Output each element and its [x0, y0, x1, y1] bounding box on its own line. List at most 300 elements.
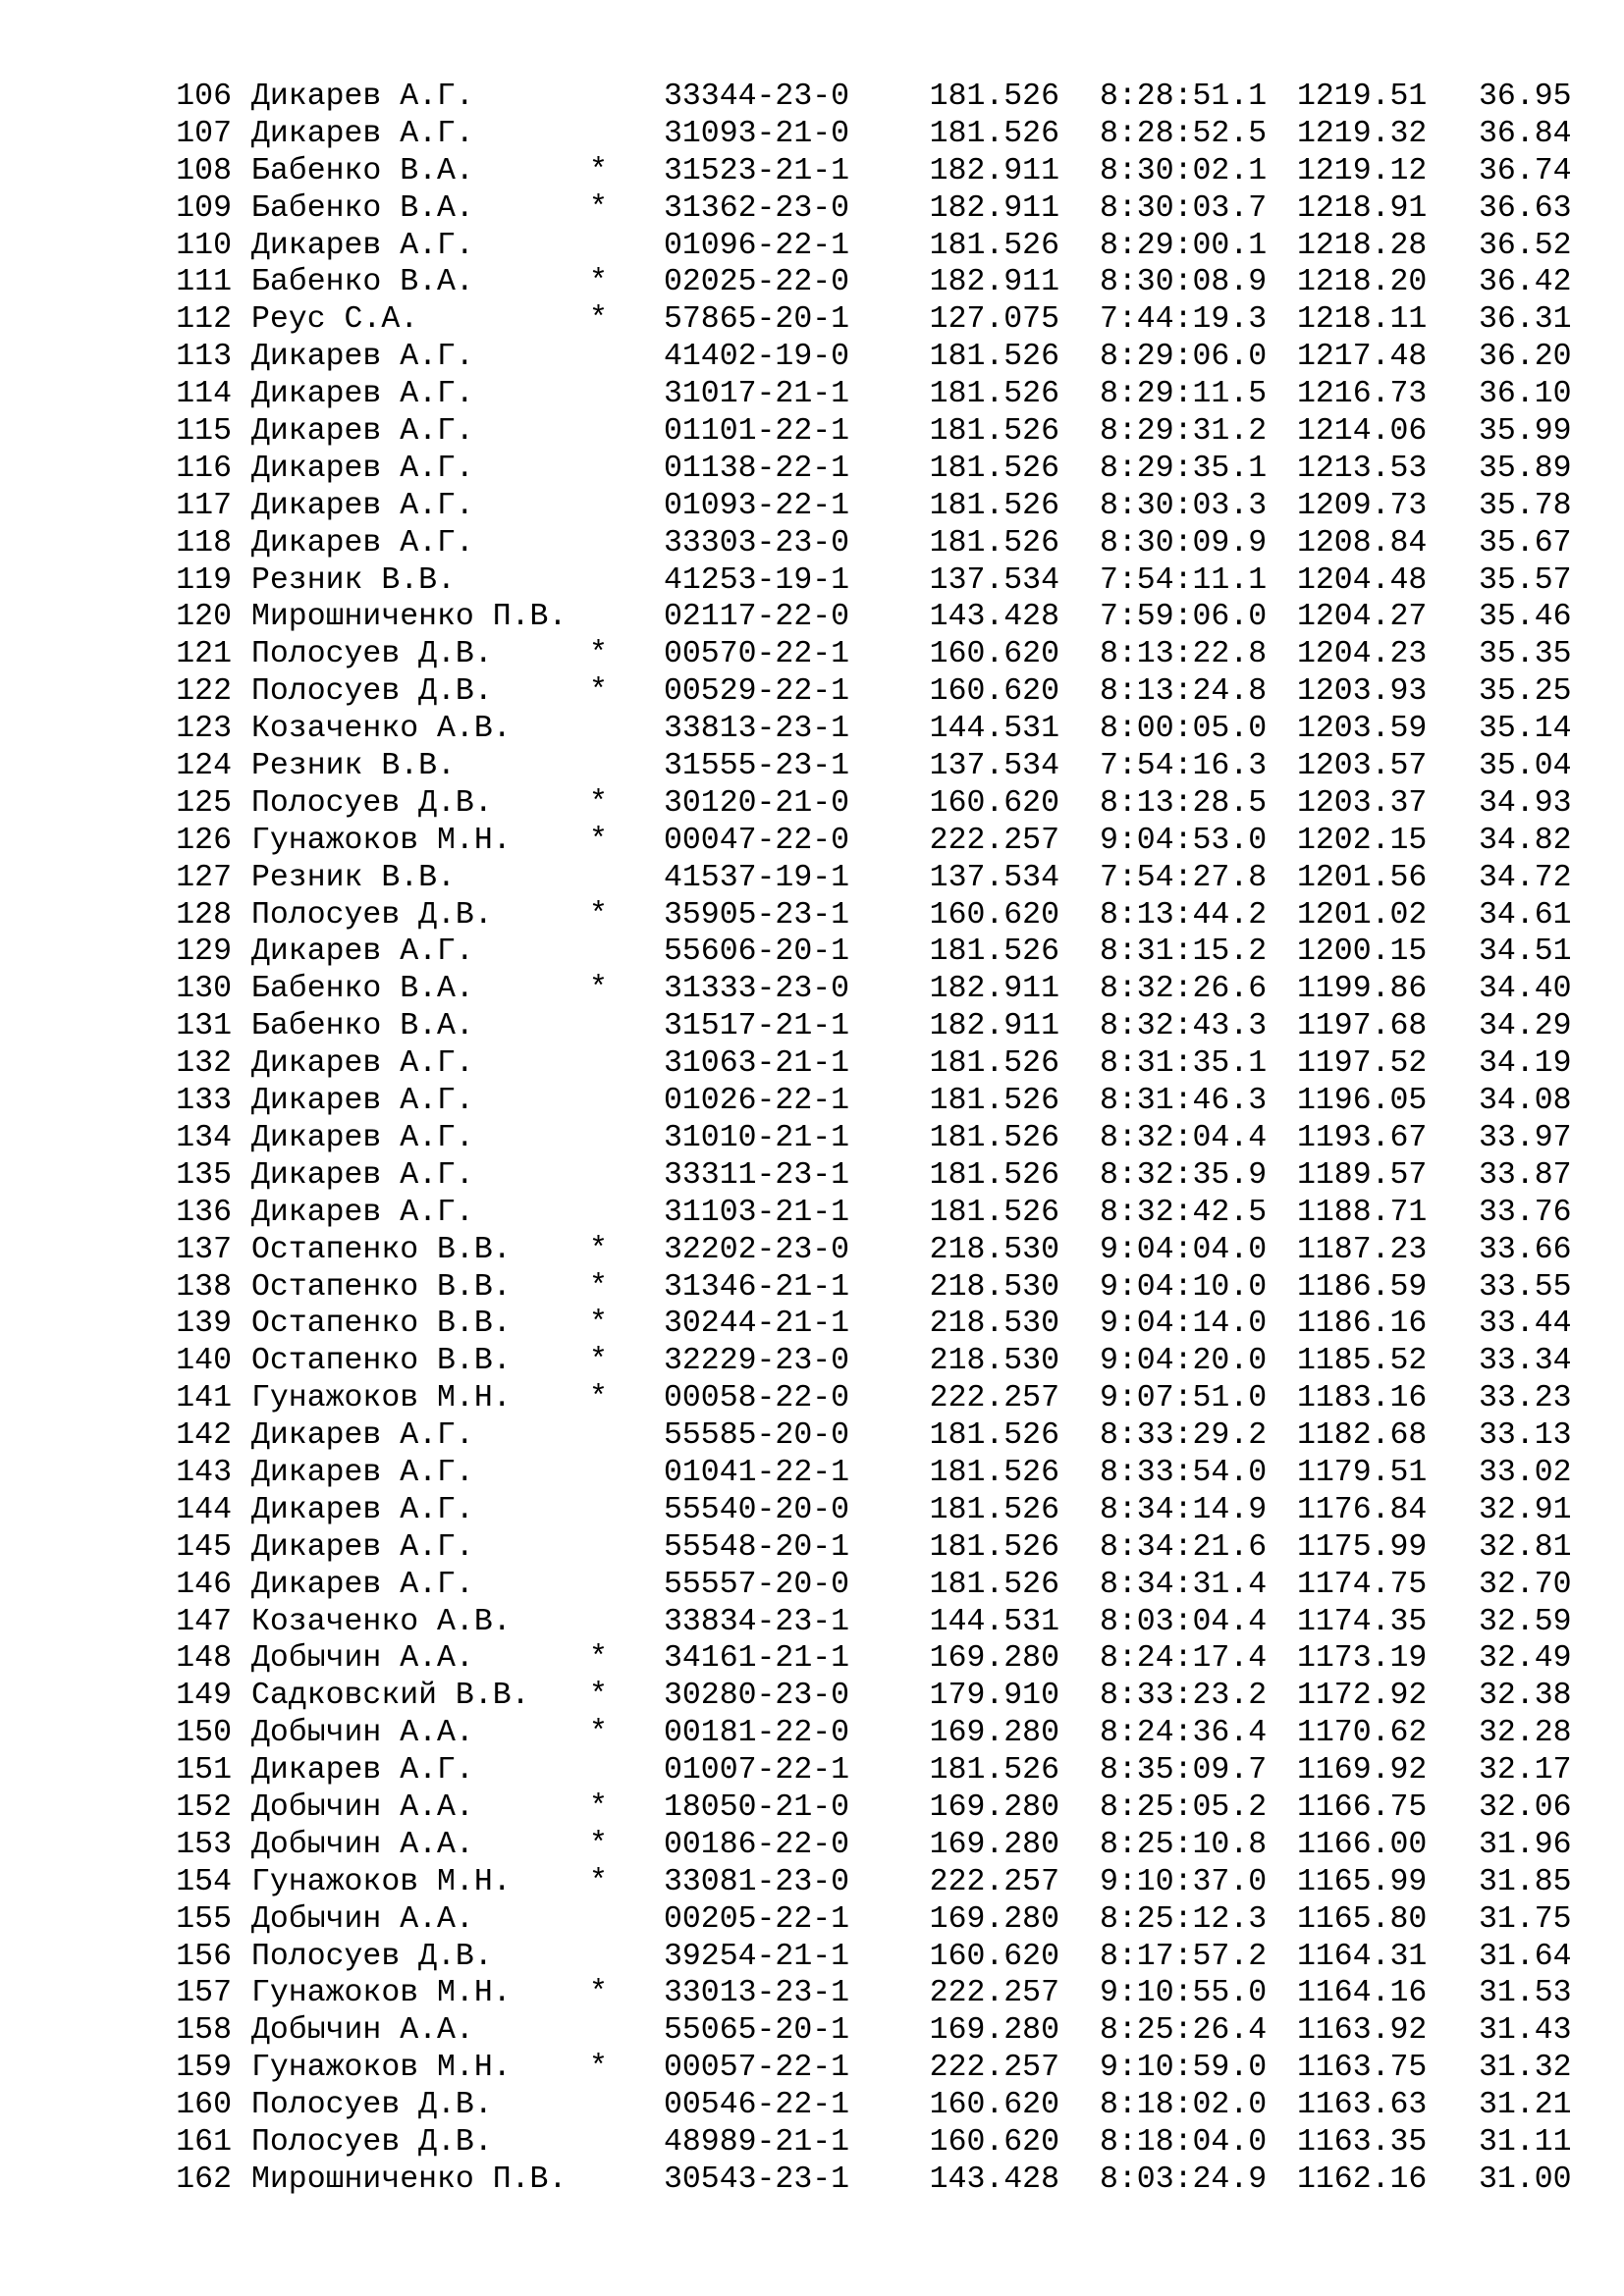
rank-cell: 144: [176, 1492, 232, 1527]
fancier-name-cell: Дикарев А.Г.: [251, 1753, 474, 1789]
score-cell: 33.87: [1479, 1157, 1572, 1193]
distance-cell: 181.526: [929, 1157, 1059, 1193]
distance-cell: 181.526: [929, 80, 1059, 114]
distance-cell: 160.620: [929, 2088, 1059, 2123]
table-row: [173, 599, 1597, 636]
speed-cell: 1214.06: [1297, 414, 1428, 450]
ring-number-cell: 55540-20-0: [664, 1492, 850, 1527]
rank-cell: 113: [176, 340, 232, 375]
rank-cell: 123: [176, 712, 232, 747]
ring-number-cell: 55065-20-1: [664, 2013, 850, 2049]
speed-cell: 1204.23: [1297, 637, 1428, 672]
score-cell: 36.74: [1479, 153, 1572, 188]
mark-cell: *: [589, 1827, 608, 1862]
table-row: [173, 153, 1597, 190]
rank-cell: 125: [176, 785, 232, 821]
ring-number-cell: 57865-20-1: [664, 302, 850, 338]
table-row: [173, 2087, 1597, 2124]
ring-number-cell: 31103-21-1: [664, 1195, 850, 1230]
ring-number-cell: 33013-23-1: [664, 1976, 850, 2011]
table-row: [173, 2012, 1597, 2050]
score-cell: 36.52: [1479, 228, 1572, 263]
fancier-name-cell: Добычин А.А.: [251, 1641, 474, 1677]
rank-cell: 146: [176, 1567, 232, 1602]
fancier-name-cell: Дикарев А.Г.: [251, 377, 474, 412]
rank-cell: 161: [176, 2124, 232, 2160]
rank-cell: 133: [176, 1084, 232, 1119]
speed-cell: 1213.53: [1297, 451, 1428, 486]
ring-number-cell: 01041-22-1: [664, 1455, 850, 1490]
distance-cell: 160.620: [929, 637, 1059, 672]
table-row: [173, 748, 1597, 785]
fancier-name-cell: Резник В.В.: [251, 562, 456, 598]
speed-cell: 1219.51: [1297, 80, 1428, 114]
speed-cell: 1163.63: [1297, 2088, 1428, 2123]
ring-number-cell: 41253-19-1: [664, 562, 850, 598]
speed-cell: 1201.56: [1297, 860, 1428, 895]
fancier-name-cell: Остапенко В.В.: [251, 1269, 512, 1305]
rank-cell: 136: [176, 1195, 232, 1230]
distance-cell: 181.526: [929, 1195, 1059, 1230]
ring-number-cell: 55606-20-1: [664, 934, 850, 970]
ring-number-cell: 02025-22-0: [664, 265, 850, 300]
speed-cell: 1165.80: [1297, 1901, 1428, 1937]
score-cell: 33.34: [1479, 1344, 1572, 1379]
fancier-name-cell: Добычин А.А.: [251, 1827, 474, 1862]
ring-number-cell: 00186-22-0: [664, 1827, 850, 1862]
score-cell: 34.51: [1479, 934, 1572, 970]
arrival-time-cell: 8:25:10.8: [1100, 1827, 1268, 1862]
fancier-name-cell: Бабенко В.А.: [251, 190, 474, 226]
rank-cell: 139: [176, 1307, 232, 1342]
ring-number-cell: 02117-22-0: [664, 600, 850, 635]
rank-cell: 127: [176, 860, 232, 895]
mark-cell: *: [589, 1307, 608, 1342]
score-cell: 36.31: [1479, 302, 1572, 338]
distance-cell: 169.280: [929, 1901, 1059, 1937]
rank-cell: 131: [176, 1009, 232, 1044]
ring-number-cell: 01138-22-1: [664, 451, 850, 486]
table-row: [173, 934, 1597, 971]
table-row: [173, 562, 1597, 600]
ring-number-cell: 32229-23-0: [664, 1344, 850, 1379]
rank-cell: 114: [176, 377, 232, 412]
distance-cell: 181.526: [929, 228, 1059, 263]
score-cell: 35.67: [1479, 525, 1572, 561]
score-cell: 32.70: [1479, 1567, 1572, 1602]
distance-cell: 143.428: [929, 2162, 1059, 2197]
distance-cell: 181.526: [929, 1418, 1059, 1454]
score-cell: 33.13: [1479, 1418, 1572, 1454]
ring-number-cell: 30244-21-1: [664, 1307, 850, 1342]
ring-number-cell: 31523-21-1: [664, 153, 850, 188]
score-cell: 35.46: [1479, 600, 1572, 635]
rank-cell: 115: [176, 414, 232, 450]
distance-cell: 181.526: [929, 1084, 1059, 1119]
table-row: [173, 1045, 1597, 1083]
arrival-time-cell: 8:24:36.4: [1100, 1716, 1268, 1751]
mark-cell: *: [589, 1269, 608, 1305]
score-cell: 32.28: [1479, 1716, 1572, 1751]
table-row: [173, 673, 1597, 711]
score-cell: 36.42: [1479, 265, 1572, 300]
ring-number-cell: 00058-22-0: [664, 1381, 850, 1416]
fancier-name-cell: Дикарев А.Г.: [251, 1418, 474, 1454]
mark-cell: *: [589, 823, 608, 858]
arrival-time-cell: 8:25:12.3: [1100, 1901, 1268, 1937]
ring-number-cell: 39254-21-1: [664, 1939, 850, 1974]
fancier-name-cell: Гунажоков М.Н.: [251, 1976, 512, 2011]
rank-cell: 158: [176, 2013, 232, 2049]
distance-cell: 182.911: [929, 972, 1059, 1007]
mark-cell: *: [589, 1232, 608, 1267]
score-cell: 34.72: [1479, 860, 1572, 895]
score-cell: 32.06: [1479, 1789, 1572, 1825]
ring-number-cell: 31017-21-1: [664, 377, 850, 412]
distance-cell: 181.526: [929, 934, 1059, 970]
arrival-time-cell: 8:30:03.7: [1100, 190, 1268, 226]
table-row: [173, 488, 1597, 525]
distance-cell: 218.530: [929, 1232, 1059, 1267]
ring-number-cell: 33813-23-1: [664, 712, 850, 747]
table-row: [173, 1529, 1597, 1567]
ring-number-cell: 35905-23-1: [664, 897, 850, 933]
fancier-name-cell: Мирошниченко П.В.: [251, 600, 568, 635]
distance-cell: 181.526: [929, 1753, 1059, 1789]
speed-cell: 1169.92: [1297, 1753, 1428, 1789]
distance-cell: 182.911: [929, 190, 1059, 226]
fancier-name-cell: Гунажоков М.Н.: [251, 823, 512, 858]
arrival-time-cell: 8:29:06.0: [1100, 340, 1268, 375]
speed-cell: 1173.19: [1297, 1641, 1428, 1677]
arrival-time-cell: 8:00:05.0: [1100, 712, 1268, 747]
score-cell: 33.02: [1479, 1455, 1572, 1490]
score-cell: 34.08: [1479, 1084, 1572, 1119]
mark-cell: *: [589, 1344, 608, 1379]
ring-number-cell: 31362-23-0: [664, 190, 850, 226]
fancier-name-cell: Козаченко А.В.: [251, 1604, 512, 1639]
speed-cell: 1203.37: [1297, 785, 1428, 821]
ring-number-cell: 00546-22-1: [664, 2088, 850, 2123]
fancier-name-cell: Резник В.В.: [251, 860, 456, 895]
fancier-name-cell: Козаченко А.В.: [251, 712, 512, 747]
arrival-time-cell: 8:13:28.5: [1100, 785, 1268, 821]
mark-cell: *: [589, 897, 608, 933]
speed-cell: 1174.35: [1297, 1604, 1428, 1639]
speed-cell: 1203.57: [1297, 749, 1428, 784]
ring-number-cell: 01093-22-1: [664, 488, 850, 523]
ring-number-cell: 41402-19-0: [664, 340, 850, 375]
ring-number-cell: 01101-22-1: [664, 414, 850, 450]
score-cell: 34.29: [1479, 1009, 1572, 1044]
rank-cell: 137: [176, 1232, 232, 1267]
score-cell: 32.17: [1479, 1753, 1572, 1789]
speed-cell: 1166.75: [1297, 1789, 1428, 1825]
fancier-name-cell: Дикарев А.Г.: [251, 525, 474, 561]
distance-cell: 181.526: [929, 1529, 1059, 1565]
speed-cell: 1216.73: [1297, 377, 1428, 412]
speed-cell: 1163.92: [1297, 2013, 1428, 2049]
fancier-name-cell: Дикарев А.Г.: [251, 934, 474, 970]
rank-cell: 118: [176, 525, 232, 561]
speed-cell: 1187.23: [1297, 1232, 1428, 1267]
ring-number-cell: 41537-19-1: [664, 860, 850, 895]
arrival-time-cell: 8:31:15.2: [1100, 934, 1268, 970]
score-cell: 35.04: [1479, 749, 1572, 784]
table-row: [173, 1380, 1597, 1417]
score-cell: 34.93: [1479, 785, 1572, 821]
table-row: [173, 1306, 1597, 1343]
speed-cell: 1200.15: [1297, 934, 1428, 970]
speed-cell: 1183.16: [1297, 1381, 1428, 1416]
fancier-name-cell: Дикарев А.Г.: [251, 488, 474, 523]
distance-cell: 169.280: [929, 2013, 1059, 2049]
rank-cell: 150: [176, 1716, 232, 1751]
ring-number-cell: 00057-22-1: [664, 2051, 850, 2086]
rank-cell: 147: [176, 1604, 232, 1639]
table-row: [173, 1343, 1597, 1380]
arrival-time-cell: 8:13:44.2: [1100, 897, 1268, 933]
score-cell: 35.57: [1479, 562, 1572, 598]
distance-cell: 181.526: [929, 414, 1059, 450]
arrival-time-cell: 9:04:10.0: [1100, 1269, 1268, 1305]
score-cell: 32.91: [1479, 1492, 1572, 1527]
table-row: [173, 1604, 1597, 1641]
fancier-name-cell: Бабенко В.А.: [251, 1009, 474, 1044]
fancier-name-cell: Садковский В.В.: [251, 1679, 530, 1714]
arrival-time-cell: 8:30:09.9: [1100, 525, 1268, 561]
score-cell: 31.21: [1479, 2088, 1572, 2123]
table-row: [173, 1195, 1597, 1232]
score-cell: 31.96: [1479, 1827, 1572, 1862]
distance-cell: 137.534: [929, 749, 1059, 784]
arrival-time-cell: 8:29:31.2: [1100, 414, 1268, 450]
arrival-time-cell: 8:30:02.1: [1100, 153, 1268, 188]
table-row: [173, 1455, 1597, 1492]
table-row: [173, 1715, 1597, 1752]
arrival-time-cell: 8:34:31.4: [1100, 1567, 1268, 1602]
distance-cell: 181.526: [929, 340, 1059, 375]
table-row: [173, 636, 1597, 673]
table-row: [173, 1232, 1597, 1269]
distance-cell: 182.911: [929, 1009, 1059, 1044]
speed-cell: 1162.16: [1297, 2162, 1428, 2197]
distance-cell: 181.526: [929, 451, 1059, 486]
distance-cell: 222.257: [929, 1381, 1059, 1416]
speed-cell: 1179.51: [1297, 1455, 1428, 1490]
arrival-time-cell: 7:44:19.3: [1100, 302, 1268, 338]
score-cell: 32.49: [1479, 1641, 1572, 1677]
speed-cell: 1219.32: [1297, 116, 1428, 151]
speed-cell: 1163.35: [1297, 2124, 1428, 2160]
ring-number-cell: 00529-22-1: [664, 674, 850, 710]
table-row: [173, 1975, 1597, 2012]
ring-number-cell: 30543-23-1: [664, 2162, 850, 2197]
table-row: [173, 2050, 1597, 2087]
fancier-name-cell: Добычин А.А.: [251, 1716, 474, 1751]
speed-cell: 1218.91: [1297, 190, 1428, 226]
ring-number-cell: 01026-22-1: [664, 1084, 850, 1119]
ring-number-cell: 34161-21-1: [664, 1641, 850, 1677]
score-cell: 33.97: [1479, 1120, 1572, 1155]
rank-cell: 111: [176, 265, 232, 300]
arrival-time-cell: 9:10:55.0: [1100, 1976, 1268, 2011]
score-cell: 34.82: [1479, 823, 1572, 858]
arrival-time-cell: 8:32:04.4: [1100, 1120, 1268, 1155]
score-cell: 36.20: [1479, 340, 1572, 375]
speed-cell: 1164.31: [1297, 1939, 1428, 1974]
score-cell: 34.40: [1479, 972, 1572, 1007]
ring-number-cell: 31346-21-1: [664, 1269, 850, 1305]
distance-cell: 222.257: [929, 1864, 1059, 1899]
table-row: [173, 1008, 1597, 1045]
fancier-name-cell: Резник В.В.: [251, 749, 456, 784]
arrival-time-cell: 9:10:37.0: [1100, 1864, 1268, 1899]
ring-number-cell: 32202-23-0: [664, 1232, 850, 1267]
rank-cell: 130: [176, 972, 232, 1007]
ring-number-cell: 31555-23-1: [664, 749, 850, 784]
ring-number-cell: 31010-21-1: [664, 1120, 850, 1155]
fancier-name-cell: Дикарев А.Г.: [251, 1492, 474, 1527]
speed-cell: 1166.00: [1297, 1827, 1428, 1862]
score-cell: 31.85: [1479, 1864, 1572, 1899]
distance-cell: 181.526: [929, 1455, 1059, 1490]
rank-cell: 117: [176, 488, 232, 523]
mark-cell: *: [589, 1976, 608, 2011]
distance-cell: 181.526: [929, 488, 1059, 523]
distance-cell: 127.075: [929, 302, 1059, 338]
rank-cell: 119: [176, 562, 232, 598]
arrival-time-cell: 8:34:14.9: [1100, 1492, 1268, 1527]
arrival-time-cell: 8:25:26.4: [1100, 2013, 1268, 2049]
rank-cell: 124: [176, 749, 232, 784]
ring-number-cell: 33081-23-0: [664, 1864, 850, 1899]
arrival-time-cell: 8:18:04.0: [1100, 2124, 1268, 2160]
speed-cell: 1201.02: [1297, 897, 1428, 933]
arrival-time-cell: 8:35:09.7: [1100, 1753, 1268, 1789]
table-row: [173, 1120, 1597, 1157]
rank-cell: 154: [176, 1864, 232, 1899]
distance-cell: 179.910: [929, 1679, 1059, 1714]
fancier-name-cell: Дикарев А.Г.: [251, 116, 474, 151]
mark-cell: *: [589, 1381, 608, 1416]
rank-cell: 157: [176, 1976, 232, 2011]
fancier-name-cell: Дикарев А.Г.: [251, 1120, 474, 1155]
arrival-time-cell: 9:04:20.0: [1100, 1344, 1268, 1379]
rank-cell: 134: [176, 1120, 232, 1155]
score-cell: 31.53: [1479, 1976, 1572, 2011]
fancier-name-cell: Дикарев А.Г.: [251, 228, 474, 263]
ring-number-cell: 30280-23-0: [664, 1679, 850, 1714]
speed-cell: 1175.99: [1297, 1529, 1428, 1565]
fancier-name-cell: Реус С.А.: [251, 302, 419, 338]
ring-number-cell: 33303-23-0: [664, 525, 850, 561]
fancier-name-cell: Остапенко В.В.: [251, 1307, 512, 1342]
rank-cell: 151: [176, 1753, 232, 1789]
fancier-name-cell: Дикарев А.Г.: [251, 451, 474, 486]
fancier-name-cell: Гунажоков М.Н.: [251, 1864, 512, 1899]
score-cell: 33.55: [1479, 1269, 1572, 1305]
score-cell: 31.43: [1479, 2013, 1572, 2049]
distance-cell: 222.257: [929, 823, 1059, 858]
table-row: [173, 785, 1597, 823]
fancier-name-cell: Полосуев Д.В.: [251, 2124, 493, 2160]
rank-cell: 162: [176, 2162, 232, 2197]
arrival-time-cell: 8:33:23.2: [1100, 1679, 1268, 1714]
distance-cell: 137.534: [929, 562, 1059, 598]
arrival-time-cell: 8:18:02.0: [1100, 2088, 1268, 2123]
score-cell: 36.95: [1479, 80, 1572, 114]
mark-cell: *: [589, 972, 608, 1007]
distance-cell: 160.620: [929, 1939, 1059, 1974]
fancier-name-cell: Добычин А.А.: [251, 1789, 474, 1825]
fancier-name-cell: Мирошниченко П.В.: [251, 2162, 568, 2197]
score-cell: 32.81: [1479, 1529, 1572, 1565]
rank-cell: 156: [176, 1939, 232, 1974]
arrival-time-cell: 9:10:59.0: [1100, 2051, 1268, 2086]
score-cell: 35.25: [1479, 674, 1572, 710]
speed-cell: 1174.75: [1297, 1567, 1428, 1602]
speed-cell: 1182.68: [1297, 1418, 1428, 1454]
fancier-name-cell: Дикарев А.Г.: [251, 1084, 474, 1119]
distance-cell: 222.257: [929, 1976, 1059, 2011]
fancier-name-cell: Дикарев А.Г.: [251, 1567, 474, 1602]
rank-cell: 128: [176, 897, 232, 933]
arrival-time-cell: 7:54:16.3: [1100, 749, 1268, 784]
ring-number-cell: 48989-21-1: [664, 2124, 850, 2160]
mark-cell: *: [589, 637, 608, 672]
rank-cell: 121: [176, 637, 232, 672]
rank-cell: 122: [176, 674, 232, 710]
arrival-time-cell: 8:29:35.1: [1100, 451, 1268, 486]
score-cell: 33.76: [1479, 1195, 1572, 1230]
distance-cell: 182.911: [929, 153, 1059, 188]
distance-cell: 218.530: [929, 1344, 1059, 1379]
table-row: [173, 339, 1597, 376]
rank-cell: 116: [176, 451, 232, 486]
rank-cell: 126: [176, 823, 232, 858]
distance-cell: 143.428: [929, 600, 1059, 635]
table-row: [173, 301, 1597, 339]
speed-cell: 1204.27: [1297, 600, 1428, 635]
table-row: [173, 451, 1597, 488]
ring-number-cell: 18050-21-0: [664, 1789, 850, 1825]
ring-number-cell: 31333-23-0: [664, 972, 850, 1007]
score-cell: 35.99: [1479, 414, 1572, 450]
fancier-name-cell: Гунажоков М.Н.: [251, 2051, 512, 2086]
fancier-name-cell: Дикарев А.Г.: [251, 1195, 474, 1230]
table-row: [173, 525, 1597, 562]
speed-cell: 1219.12: [1297, 153, 1428, 188]
ring-number-cell: 55585-20-0: [664, 1418, 850, 1454]
distance-cell: 144.531: [929, 1604, 1059, 1639]
arrival-time-cell: 8:03:04.4: [1100, 1604, 1268, 1639]
arrival-time-cell: 8:32:42.5: [1100, 1195, 1268, 1230]
distance-cell: 218.530: [929, 1307, 1059, 1342]
mark-cell: *: [589, 2051, 608, 2086]
score-cell: 31.11: [1479, 2124, 1572, 2160]
results-table: [173, 79, 1597, 2199]
ring-number-cell: 31517-21-1: [664, 1009, 850, 1044]
rank-cell: 129: [176, 934, 232, 970]
fancier-name-cell: Остапенко В.В.: [251, 1232, 512, 1267]
ring-number-cell: 01007-22-1: [664, 1753, 850, 1789]
rank-cell: 152: [176, 1789, 232, 1825]
speed-cell: 1189.57: [1297, 1157, 1428, 1193]
table-row: [173, 2162, 1597, 2199]
distance-cell: 181.526: [929, 1046, 1059, 1082]
arrival-time-cell: 8:30:03.3: [1100, 488, 1268, 523]
